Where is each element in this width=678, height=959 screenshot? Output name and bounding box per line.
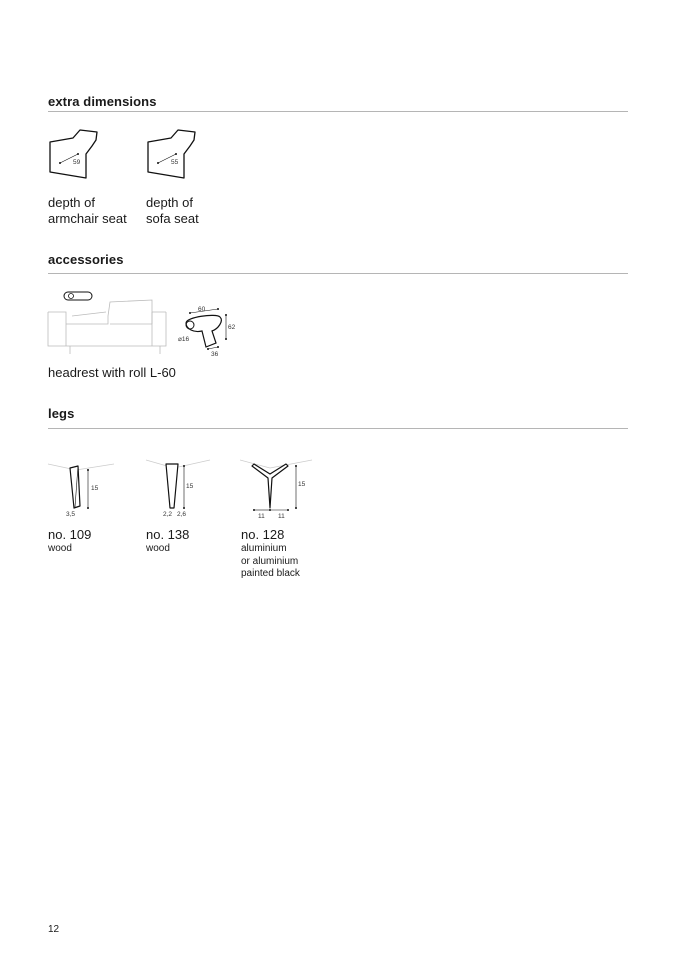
roll-height-label: 62 — [228, 324, 236, 331]
roll-diameter-label: ⌀16 — [178, 336, 190, 343]
leg-128-name: no. 128 — [241, 527, 285, 542]
leg-109-drawing — [46, 446, 118, 518]
caption-line: depth of — [146, 195, 193, 210]
armchair-seat-depth-drawing — [46, 128, 102, 180]
leg-138-dim-label: 2,6 — [177, 511, 187, 518]
leg-109-caption — [48, 527, 91, 556]
caption-line: armchair seat — [48, 211, 127, 226]
headrest-caption: headrest with roll L-60 — [48, 365, 176, 380]
leg-109-material: wood — [48, 543, 72, 554]
accessories-title: accessories — [48, 252, 124, 267]
caption-line: sofa seat — [146, 211, 199, 226]
roll-depth-label: 36 — [211, 351, 219, 358]
sofa-depth-label: 55 — [171, 159, 179, 166]
leg-128-dim-label: 11 — [278, 513, 285, 520]
leg-138-height-label: 15 — [186, 483, 194, 490]
leg-109-height-label: 15 — [91, 485, 99, 492]
leg-138-caption — [146, 527, 189, 556]
section-divider — [48, 111, 628, 112]
page-number: 12 — [48, 924, 60, 935]
headrest-roll-detail-drawing — [176, 303, 242, 359]
leg-128-drawing — [240, 446, 314, 520]
leg-128-material-line: painted black — [241, 568, 300, 579]
leg-109-dim-label: 3,5 — [66, 511, 76, 518]
leg-138-name: no. 138 — [146, 527, 190, 542]
legs-title: legs — [48, 406, 75, 421]
section-divider — [48, 428, 628, 429]
armchair-depth-label: 59 — [73, 159, 81, 166]
leg-138-material: wood — [146, 543, 170, 554]
sofa-with-headrest-drawing — [44, 290, 170, 356]
leg-128-dim-label: 11 — [258, 513, 265, 520]
leg-128-material-line: or aluminium — [241, 555, 299, 567]
sofa-seat-caption — [146, 195, 199, 227]
leg-128-caption — [241, 527, 300, 581]
extra-dimensions-title: extra dimensions — [48, 94, 157, 109]
armchair-seat-caption — [48, 195, 127, 227]
leg-138-dim-label: 2,2 — [163, 511, 173, 518]
leg-138-drawing — [144, 446, 216, 518]
leg-128-height-label: 15 — [298, 481, 306, 488]
section-divider — [48, 273, 628, 274]
roll-width-label: 60 — [198, 306, 206, 313]
leg-128-material-line: aluminium — [241, 543, 287, 554]
caption-line: depth of — [48, 195, 95, 210]
sofa-seat-depth-drawing — [144, 128, 200, 180]
leg-109-name: no. 109 — [48, 527, 92, 542]
